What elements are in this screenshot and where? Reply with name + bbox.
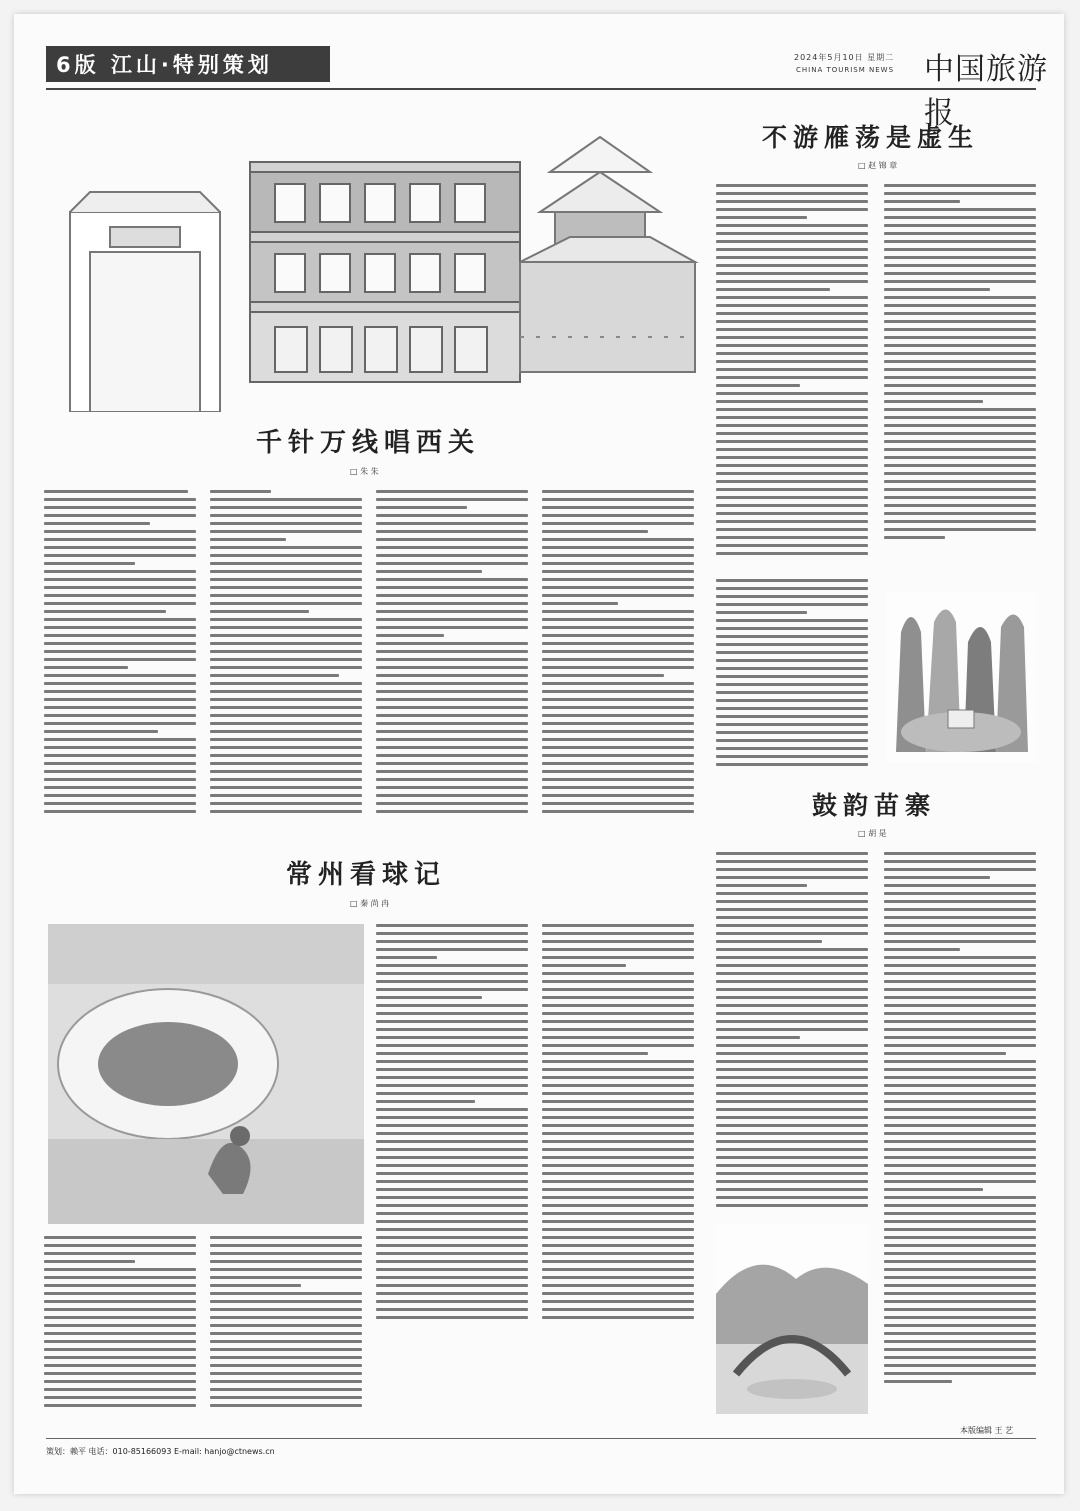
date-line: 2024年5月10日 星期二: [794, 53, 895, 62]
body-text-xiguan-col-1: [44, 490, 196, 830]
body-text-changzhou-col-2: [376, 924, 528, 1334]
header-rule: [46, 88, 1036, 90]
byline-changzhou: □ 秦 尚 冉: [350, 899, 390, 908]
headline-yandang: 不游雁荡是虚生: [762, 123, 980, 152]
body-text-changzhou-col-3: [542, 924, 694, 1334]
headline-changzhou: 常州看球记: [286, 860, 447, 890]
newspaper-page: [14, 14, 1064, 1494]
architecture-illustration: [50, 112, 700, 412]
bridge-illustration: [716, 1224, 868, 1414]
headline-guyun: 鼓韵苗寨: [812, 791, 937, 820]
headline-xiguan: 千针万线唱西关: [256, 428, 481, 458]
footer-rule: [46, 1438, 1036, 1439]
forest-illustration: [886, 592, 1036, 762]
body-text-yandang-col-2: [884, 184, 1036, 584]
body-text-guyun-col-2: [884, 852, 1036, 1422]
body-text-xiguan-col-4: [542, 490, 694, 830]
footer-contact: 策划：赖平 电话：010-85166093 E-mail: hanjo@ctnews.cn: [46, 1447, 275, 1456]
section-banner: [46, 46, 330, 82]
byline-xiguan: □ 朱 朱: [350, 467, 379, 476]
body-text-yandang-col-3: [716, 579, 868, 779]
body-text-changzhou-col-1b: [210, 1236, 362, 1418]
editor-credit: 本版编辑 王 艺: [960, 1426, 1014, 1435]
byline-guyun: □ 胡 是: [858, 829, 887, 838]
paper-english-name: CHINA TOURISM NEWS: [796, 66, 895, 74]
stadium-illustration: [48, 924, 364, 1224]
body-text-changzhou-col-1: [44, 1236, 196, 1418]
masthead: 中国旅游报: [924, 52, 1048, 131]
body-text-xiguan-col-2: [210, 490, 362, 830]
section-label: 6版 江山·特别策划: [56, 53, 273, 77]
body-text-guyun-col-1: [716, 852, 868, 1220]
body-text-yandang-col-1: [716, 184, 868, 564]
byline-yandang: □ 赵 锦 章: [858, 161, 898, 170]
body-text-xiguan-col-3: [376, 490, 528, 830]
